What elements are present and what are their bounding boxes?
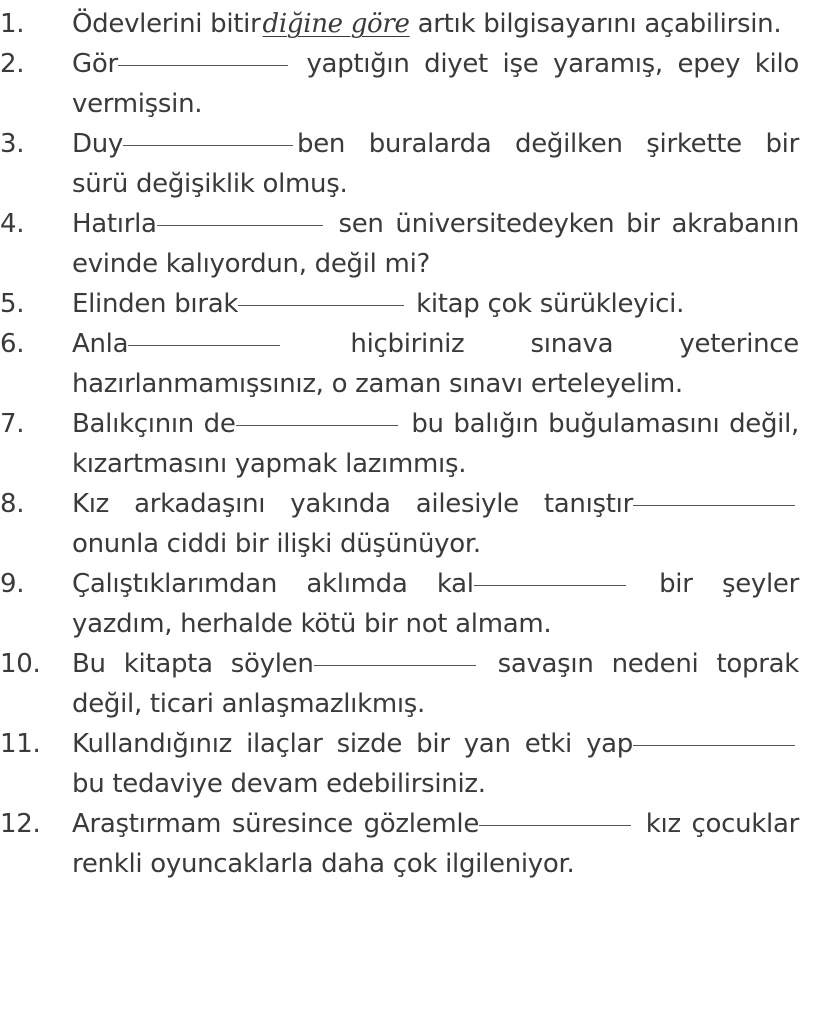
item-text-before: Balıkçının de — [72, 409, 236, 439]
item-text-before: Gör — [72, 49, 118, 79]
answer-blank[interactable] — [128, 344, 280, 346]
item-number: 9. — [0, 569, 25, 599]
exercise-list — [0, 4, 821, 884]
list-item — [0, 4, 821, 44]
item-number: 4. — [0, 209, 25, 239]
item-number: 5. — [0, 289, 25, 319]
answer-blank[interactable] — [157, 224, 323, 226]
list-item — [0, 724, 821, 804]
item-text-after: artık bilgisayarını açabilirsin. — [417, 9, 782, 39]
item-text-after: ben buralarda değilken şirkette bir sürü değişiklik olmuş. — [72, 129, 799, 199]
item-text-after: bu balığın buğulamasını değil, kızartmasını yapmak lazımmış. — [72, 409, 799, 479]
item-number: 8. — [0, 489, 25, 519]
list-item — [0, 284, 821, 324]
item-number: 12. — [0, 809, 41, 839]
item-number: 1. — [0, 9, 25, 39]
item-text-before: Duy — [72, 129, 123, 159]
list-item — [0, 564, 821, 644]
answer-blank[interactable] — [633, 504, 795, 506]
answer-blank[interactable] — [123, 144, 293, 146]
list-item — [0, 484, 821, 564]
list-item — [0, 44, 821, 124]
item-text-after: bir şeyler yazdım, herhalde kötü bir not almam. — [72, 569, 800, 639]
answer-blank[interactable] — [314, 664, 476, 666]
item-number: 3. — [0, 129, 25, 159]
answer-blank[interactable] — [238, 304, 404, 306]
item-text-before: Hatırla — [72, 209, 157, 239]
item-number: 11. — [0, 729, 41, 759]
answer-blank[interactable] — [118, 64, 288, 66]
item-text-after: bu tedaviye devam edebilirsiniz. — [72, 769, 486, 799]
list-item — [0, 804, 821, 884]
item-text-before: Kız arkadaşını yakında ailesiyle tanıştır — [72, 489, 633, 519]
item-number: 10. — [0, 649, 41, 679]
item-text-after: sen üniversitedeyken bir akrabanın evinde kalıyordun, değil mi? — [72, 209, 800, 279]
answer-blank[interactable] — [479, 824, 631, 826]
answer-blank[interactable] — [474, 584, 626, 586]
answer-blank[interactable] — [236, 424, 398, 426]
list-item — [0, 404, 821, 484]
item-number: 7. — [0, 409, 25, 439]
item-text-before: Bu kitapta söylen — [72, 649, 314, 679]
list-item — [0, 324, 821, 404]
item-number: 2. — [0, 49, 25, 79]
item-text-after: savaşın nedeni toprak değil, ticari anlaşmazlıkmış. — [72, 649, 799, 719]
item-number: 6. — [0, 329, 25, 359]
item-text-after: yaptığın diyet işe yaramış, epey kilo vermişsin. — [72, 49, 799, 119]
list-item — [0, 204, 821, 284]
filled-answer: diğine göre — [262, 9, 410, 39]
item-text-before: Anla — [72, 329, 129, 359]
list-item — [0, 644, 821, 724]
item-text-before: Araştırmam süresince gözlemle — [72, 809, 480, 839]
item-text-before: Elinden bırak — [72, 289, 239, 319]
item-text-before: Çalıştıklarımdan aklımda kal — [72, 569, 474, 599]
item-text-after: onunla ciddi bir ilişki düşünüyor. — [72, 529, 481, 559]
item-text-after: kitap çok sürükleyici. — [416, 289, 685, 319]
item-text-after: kız çocuklar renkli oyuncaklarla daha çok ilgileniyor. — [72, 809, 799, 879]
item-text-after: hiçbiriniz sınava yeterince hazırlanmamışsınız, o zaman sınavı erteleyelim. — [72, 329, 799, 399]
item-text-before: Ödevlerini bitir — [72, 9, 261, 39]
answer-blank[interactable] — [633, 744, 795, 746]
item-text-before: Kullandığınız ilaçlar sizde bir yan etki yap — [72, 729, 633, 759]
list-item — [0, 124, 821, 204]
